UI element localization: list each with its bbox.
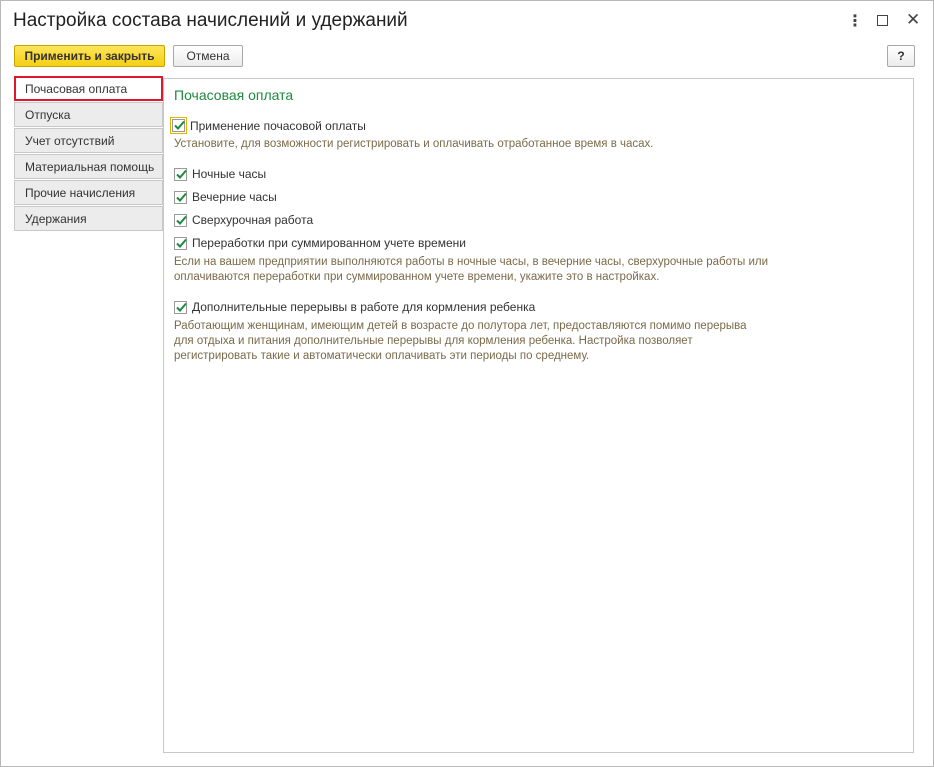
checkmark-icon [175, 301, 188, 314]
feeding-breaks-checkbox[interactable] [174, 301, 187, 314]
nav-item-deductions[interactable]: Удержания [14, 206, 163, 231]
evening-hours-checkbox[interactable] [174, 191, 187, 204]
feeding-hint-line-3: регистрировать такие и автоматически оплачивать эти периоды по среднему. [174, 350, 590, 362]
checkmark-icon [175, 168, 188, 181]
window-title: Настройка состава начислений и удержаний [13, 10, 408, 31]
settings-panel [163, 78, 914, 753]
night-hours-option[interactable] [174, 167, 266, 181]
evening-hours-option[interactable] [174, 190, 277, 204]
close-icon[interactable]: ✕ [906, 10, 921, 29]
focus-frame [170, 117, 187, 134]
feeding-breaks-option[interactable] [174, 300, 535, 314]
hourly-pay-checkbox[interactable] [172, 119, 185, 132]
feeding-hint-line-2: для отдыха и питания дополнительные перерывы для кормления ребенка. Настройка позволяет [174, 335, 693, 347]
night-hours-label: Ночные часы [192, 167, 267, 181]
nav-item-vacations[interactable]: Отпуска [14, 102, 163, 127]
help-button[interactable]: ? [887, 45, 915, 67]
summarized-overtime-checkbox[interactable] [174, 237, 187, 250]
checkmark-icon [173, 119, 186, 132]
checkmark-icon [175, 191, 188, 204]
nav-item-other-accruals[interactable]: Прочие начисления [14, 180, 163, 205]
feeding-hint-line-1: Работающим женщинам, имеющим детей в возрасте до полутора лет, предоставляются помимо перерыва [174, 320, 747, 332]
nav-item-financial-aid[interactable]: Материальная помощь [14, 154, 163, 179]
maximize-icon[interactable] [877, 15, 888, 26]
summarized-overtime-label: Переработки при суммированном учете времени [192, 236, 466, 250]
kebab-menu-icon[interactable]: ⋮ [847, 13, 863, 30]
summarized-overtime-option[interactable] [174, 236, 466, 250]
evening-hours-label: Вечерние часы [192, 190, 277, 204]
checkmark-icon [175, 237, 188, 250]
checkmark-icon [175, 214, 188, 227]
nav-item-absences[interactable]: Учет отсутствий [14, 128, 163, 153]
options-hint-line-2: оплачиваются переработки при суммированном учете времени, укажите это в настройках. [174, 271, 660, 283]
overtime-option[interactable] [174, 213, 313, 227]
section-nav [14, 76, 163, 232]
overtime-checkbox[interactable] [174, 214, 187, 227]
nav-item-hourly-pay[interactable]: Почасовая оплата [14, 76, 163, 101]
night-hours-checkbox[interactable] [174, 168, 187, 181]
section-title: Почасовая оплата [174, 87, 294, 103]
hourly-pay-label: Применение почасовой оплаты [190, 118, 366, 133]
cancel-button[interactable]: Отмена [173, 45, 243, 67]
overtime-label: Сверхурочная работа [192, 213, 314, 227]
apply-and-close-button[interactable]: Применить и закрыть [14, 45, 165, 67]
feeding-breaks-label: Дополнительные перерывы в работе для кормления ребенка [192, 300, 536, 314]
options-hint-line-1: Если на вашем предприятии выполняются работы в ночные часы, в вечерние часы, сверхурочные работы или [174, 256, 769, 268]
hourly-pay-option[interactable] [172, 117, 366, 134]
hourly-pay-hint: Установите, для возможности регистрировать и оплачивать отработанное время в часах. [174, 138, 654, 150]
